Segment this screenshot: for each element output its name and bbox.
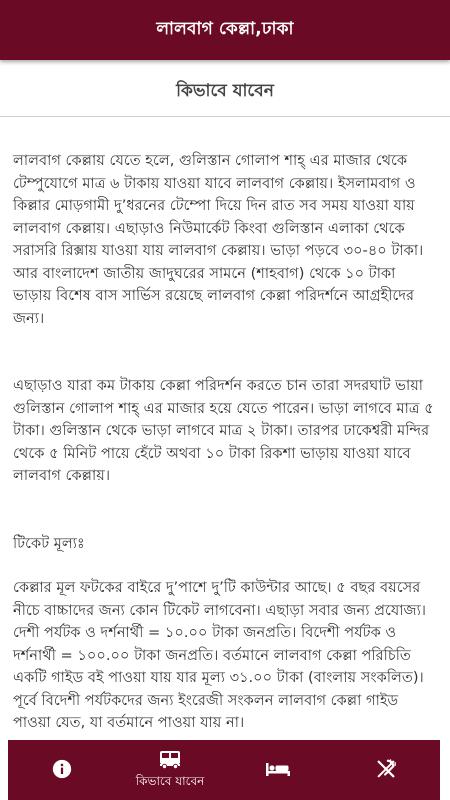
info-icon [51, 758, 73, 780]
nav-item-restaurants[interactable] [332, 740, 440, 800]
nav-label-how-to-go: কিভাবে যাবেন [135, 773, 205, 788]
app-bar [0, 0, 450, 60]
section-heading: কিভাবে যাবেন [0, 78, 450, 117]
ticket-price-heading: টিকেট মূল্যঃ [13, 534, 85, 552]
article-body [0, 150, 450, 740]
bed-icon [265, 760, 291, 778]
paragraph-directions: লালবাগ কেল্লায় যেতে হলে, গুলিস্তান গোলাপ শাহ্‌ এর মাজার থেকে টেম্পুযোগে মাত্র ৬ টাকায় যাওয়া যাবে লালবাগ কেল্লায়। ইসলামবাগ ও কিল্লার মোড়গামী দু’ধরনের টেম্পো দিয়ে দিন রাত সব সময় যাওয়া যায় লালবাগ কেল্লায়। এছাড়াও নিউমার্কেট কিংবা গুলিস্তান এলাকা থেকে সরাসরি রিক্সায় যাওয়া যায় লালবাগ কেল্লায়। ভাড়া পড়বে ৩০-৪০ টাকা। আর বাংলাদেশ জাতীয় জাদুঘরের সামনে (শাহবাগ) থেকে ১০ টাকা ভাড়ায় বিশেষ বাস সার্ভিস রয়েছে লালবাগ কেল্লা পরিদর্শনে আগ্রহীদের জন্য। [13, 152, 424, 327]
nav-item-hotels[interactable] [224, 740, 332, 800]
fork-knife-icon [375, 758, 397, 780]
paragraph-cheap-route: এছাড়াও যারা কম টাকায় কেল্লা পরিদর্শন করতে চান তারা সদরঘাট ভায়া গুলিস্তান গোলাপ শাহ্‌ এর মাজার হয়ে যেতে পারেন। ভাড়া লাগবে মাত্র ৫ টাকা। গুলিস্তান থেকে ভাড়া লাগবে মাত্র ২ টাকা। তারপর ঢাকেশ্বরী মন্দির থেকে ৫ মিনিট পায়ে হেঁটে অথবা ১০ টাকা রিকশা ভাড়ায় যাওয়া যাবে লালবাগ কেল্লায়। [13, 377, 434, 484]
bottom-navigation [8, 740, 440, 800]
nav-item-info[interactable] [8, 740, 116, 800]
bus-icon [158, 748, 182, 770]
nav-item-how-to-go[interactable] [116, 740, 224, 800]
content-scroll-area[interactable] [0, 60, 450, 740]
paragraph-ticket-info: কেল্লার মূল ফটকের বাইরে দু’পাশে দু’টি কাউন্টার আছে। ৫ বছর বয়সের নীচে বাচ্চাদের জন্য কোন টিকেট লাগবেনা। এছাড়া সবার জন্য প্রযোজ্য। দেশী পর্যটক ও দর্শনার্থী = ১০.০০ টাকা জনপ্রতি। বিদেশী পর্যটক ও দর্শনার্থী = ১০০.০০ টাকা জনপ্রতি। বর্তমানে লালবাগ কেল্লা পরিচিতি একটি গাইড বই পাওয়া যায় যার মূল্য ৩১.০০ টাকা (বাংলায় সংকলিত)। পূর্বে বিদেশী পর্যটকদের জন্য ইংরেজী সংকলন লালবাগ কেল্লা গাইড পাওয়া যেত, যা বর্তমানে পাওয়া যায় না। [13, 579, 427, 731]
page-title: লালবাগ কেল্লা,ঢাকা [156, 19, 294, 39]
